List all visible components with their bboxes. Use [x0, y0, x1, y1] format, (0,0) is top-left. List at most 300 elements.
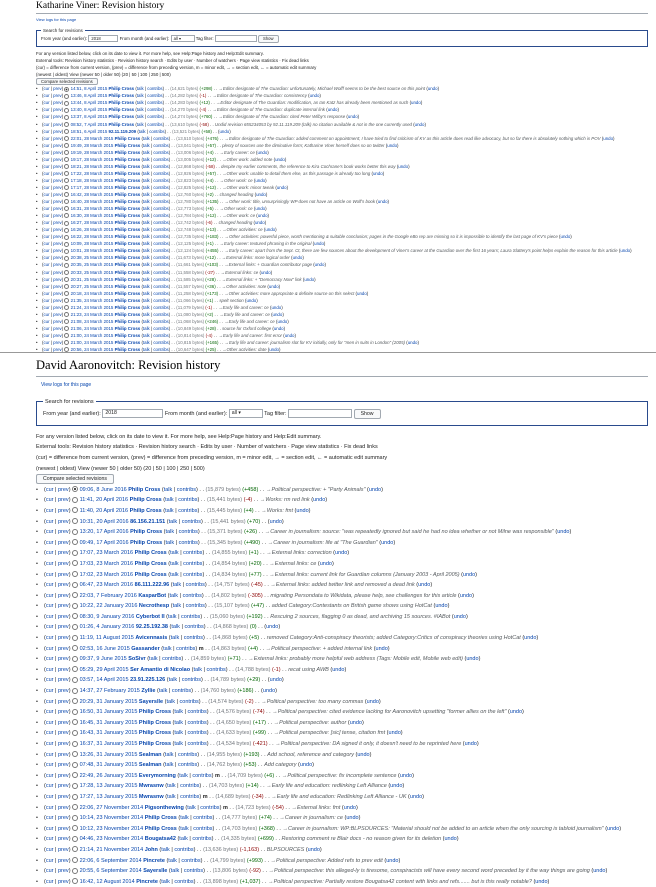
revision-date-link[interactable]: 16:30, 28 March 2015	[70, 213, 114, 219]
user-talk-link[interactable]: talk	[193, 666, 203, 673]
revision-date-link[interactable]: 19:49, 28 March 2015	[70, 142, 114, 148]
prev-diff-link[interactable]: prev	[53, 199, 62, 205]
undo-link[interactable]: undo	[272, 311, 283, 317]
undo-link[interactable]: undo	[409, 793, 423, 800]
user-contribs-link[interactable]: contribs	[178, 507, 198, 514]
prev-diff-link[interactable]: prev	[53, 325, 62, 331]
undo-link[interactable]: undo	[375, 645, 388, 652]
prev-diff-link[interactable]: prev	[53, 128, 62, 134]
user-talk-link[interactable]: talk	[142, 149, 150, 155]
user-talk-link[interactable]: talk	[142, 163, 150, 169]
revision-date-link[interactable]: 16:45, 31 January 2015	[79, 719, 138, 726]
prev-diff-link[interactable]: prev	[53, 297, 62, 303]
undo-link[interactable]: undo	[466, 656, 479, 663]
user-talk-link[interactable]: talk	[136, 114, 144, 120]
cur-diff-link[interactable]: cur	[45, 507, 54, 514]
revision-date-link[interactable]: 13:40, 8 April 2015	[70, 107, 108, 113]
revision-date-link[interactable]: 16:37, 31 January 2015	[79, 741, 138, 747]
tag-filter-input[interactable]	[288, 409, 352, 418]
old-radio[interactable]	[64, 199, 69, 204]
revision-date-link[interactable]: 10:12, 23 November 2014	[79, 825, 144, 832]
undo-link[interactable]: undo	[387, 142, 398, 148]
prev-diff-link[interactable]: prev	[57, 868, 69, 875]
user-talk-link[interactable]: talk	[165, 497, 174, 504]
undo-link[interactable]: undo	[269, 677, 282, 684]
user-talk-link[interactable]: talk	[142, 227, 150, 233]
user-contribs-link[interactable]: contribs	[178, 497, 198, 504]
user-talk-link[interactable]: talk	[136, 100, 144, 106]
revision-date-link[interactable]: 21:00, 24 March 2015	[70, 339, 114, 345]
prev-diff-link[interactable]: prev	[57, 539, 69, 546]
user-contribs-link[interactable]: contribs	[153, 177, 169, 183]
prev-diff-link[interactable]: prev	[57, 603, 69, 610]
undo-link[interactable]: undo	[388, 730, 401, 737]
undo-link[interactable]: undo	[277, 318, 288, 324]
user-talk-link[interactable]: talk	[142, 262, 150, 268]
revision-date-link[interactable]: 16:50, 31 January 2015	[79, 709, 138, 716]
user-talk-link[interactable]: talk	[136, 121, 144, 127]
cur-diff-link[interactable]: cur	[45, 486, 54, 493]
user-contribs-link[interactable]: contribs	[185, 582, 205, 589]
old-radio[interactable]	[72, 613, 78, 619]
revision-date-link[interactable]: 17:22, 28 March 2015	[70, 170, 114, 176]
prev-diff-link[interactable]: prev	[53, 135, 62, 141]
revision-user-link[interactable]: Philip Cross	[130, 529, 163, 536]
prev-diff-link[interactable]: prev	[57, 783, 69, 790]
revision-date-link[interactable]: 13:44, 8 April 2015	[70, 100, 108, 106]
old-radio[interactable]	[72, 582, 78, 588]
user-contribs-link[interactable]: contribs	[153, 304, 169, 310]
old-radio[interactable]	[64, 235, 69, 240]
prev-diff-link[interactable]: prev	[53, 121, 62, 127]
cur-diff-link[interactable]: cur	[43, 332, 50, 338]
revision-user-link[interactable]: Ser Amantio di Nicolao	[130, 666, 191, 673]
user-talk-link[interactable]: talk	[179, 836, 188, 843]
old-radio[interactable]	[64, 284, 69, 289]
prev-diff-link[interactable]: prev	[53, 241, 62, 247]
prev-diff-link[interactable]: prev	[53, 156, 62, 162]
user-contribs-link[interactable]: contribs	[192, 836, 212, 843]
revision-user-link[interactable]: Philip Cross	[114, 184, 141, 190]
old-radio[interactable]	[64, 192, 69, 197]
revision-date-link[interactable]: 16:42, 12 August 2014	[79, 878, 135, 885]
revision-user-link[interactable]: Philip Cross	[114, 347, 141, 353]
prev-diff-link[interactable]: prev	[57, 815, 69, 822]
revision-user-link[interactable]: Philip Cross	[114, 325, 141, 331]
revision-user-link[interactable]: 92.11.119.209	[108, 128, 137, 134]
undo-link[interactable]: undo	[390, 783, 403, 790]
prev-diff-link[interactable]: prev	[57, 762, 69, 769]
revision-user-link[interactable]: Pigsonthewing	[144, 804, 184, 811]
revision-user-link[interactable]: Philip Cross	[114, 142, 141, 148]
old-radio[interactable]	[64, 270, 69, 275]
old-radio[interactable]	[64, 333, 69, 338]
user-contribs-link[interactable]: contribs	[153, 135, 169, 141]
cur-diff-link[interactable]: cur	[43, 276, 50, 282]
prev-diff-link[interactable]: prev	[57, 507, 69, 514]
revision-date-link[interactable]: 17:17, 28 March 2015	[70, 184, 114, 190]
revision-date-link[interactable]: 17:27, 13 January 2015	[79, 793, 138, 800]
revision-date-link[interactable]: 20:33, 25 March 2015	[70, 269, 114, 275]
user-talk-link[interactable]: talk	[167, 783, 176, 790]
undo-link[interactable]: undo	[357, 751, 370, 758]
old-radio[interactable]	[64, 136, 69, 141]
undo-link[interactable]: undo	[427, 86, 438, 92]
revision-user-link[interactable]: Philip Cross	[108, 100, 135, 106]
user-talk-link[interactable]: talk	[142, 213, 150, 219]
revision-user-link[interactable]: KasparBot	[138, 592, 167, 599]
user-talk-link[interactable]: talk	[142, 220, 150, 226]
revision-date-link[interactable]: 22:49, 26 January 2015	[79, 772, 138, 779]
revision-date-link[interactable]: 20:27, 25 March 2015	[70, 283, 114, 289]
cur-diff-link[interactable]: cur	[43, 163, 50, 169]
user-contribs-link[interactable]: contribs	[153, 227, 169, 233]
undo-link[interactable]: undo	[381, 539, 394, 546]
revision-date-link[interactable]: 20:31, 25 March 2015	[70, 276, 114, 282]
prev-diff-link[interactable]: prev	[57, 751, 69, 758]
undo-link[interactable]: undo	[255, 177, 266, 183]
revision-date-link[interactable]: 06:47, 23 March 2016	[79, 582, 134, 589]
revision-date-link[interactable]: 14:51, 8 April 2015	[70, 86, 108, 92]
prev-diff-link[interactable]: prev	[57, 857, 69, 864]
undo-link[interactable]: undo	[219, 128, 230, 134]
revision-date-link[interactable]: 16:40, 28 March 2015	[70, 199, 114, 205]
old-radio[interactable]	[64, 298, 69, 303]
revision-user-link[interactable]: Philip Cross	[114, 248, 141, 254]
revision-date-link[interactable]: 20:38, 25 March 2015	[70, 255, 114, 261]
user-talk-link[interactable]: talk	[142, 276, 150, 282]
undo-link[interactable]: undo	[435, 603, 448, 610]
user-contribs-link[interactable]: contribs	[153, 276, 169, 282]
prev-diff-link[interactable]: prev	[57, 624, 69, 631]
user-talk-link[interactable]: talk	[142, 339, 150, 345]
cur-diff-link[interactable]: cur	[45, 857, 54, 864]
revision-user-link[interactable]: Philip Cross	[114, 332, 141, 338]
cur-diff-link[interactable]: cur	[43, 213, 50, 219]
prev-diff-link[interactable]: prev	[53, 114, 62, 120]
old-radio[interactable]	[72, 539, 78, 545]
user-contribs-link[interactable]: contribs	[179, 698, 199, 705]
revision-date-link[interactable]: 17:02, 23 March 2016	[79, 571, 134, 578]
revision-date-link[interactable]: 21:24, 24 March 2015	[70, 304, 114, 310]
cur-diff-link[interactable]: cur	[43, 135, 50, 141]
undo-link[interactable]: undo	[269, 347, 279, 353]
user-talk-link[interactable]: talk	[171, 624, 180, 631]
undo-link[interactable]: undo	[377, 199, 388, 205]
revision-user-link[interactable]: Philip Cross	[114, 269, 141, 275]
view-logs-link[interactable]: View logs for this page	[36, 17, 77, 22]
user-talk-link[interactable]: talk	[174, 719, 183, 726]
user-contribs-link[interactable]: contribs	[153, 199, 169, 205]
revision-date-link[interactable]: 08:30, 9 January 2016	[79, 613, 135, 620]
cur-diff-link[interactable]: cur	[43, 311, 50, 317]
old-radio[interactable]	[64, 249, 69, 254]
cur-diff-link[interactable]: cur	[45, 846, 54, 853]
revision-user-link[interactable]: Philip Cross	[114, 199, 141, 205]
prev-diff-link[interactable]: prev	[57, 846, 69, 853]
revision-date-link[interactable]: 17:18, 28 March 2015	[70, 177, 114, 183]
revision-user-link[interactable]: Philip Cross	[114, 318, 141, 324]
undo-link[interactable]: undo	[414, 121, 425, 127]
cur-diff-link[interactable]: cur	[43, 199, 50, 205]
old-radio[interactable]	[72, 645, 78, 651]
prev-diff-link[interactable]: prev	[57, 582, 69, 589]
undo-link[interactable]: undo	[347, 114, 358, 120]
user-contribs-link[interactable]: contribs	[180, 793, 200, 800]
user-contribs-link[interactable]: contribs	[153, 142, 169, 148]
undo-link[interactable]: undo	[459, 592, 473, 599]
cur-diff-link[interactable]: cur	[43, 248, 50, 254]
user-contribs-link[interactable]: contribs	[183, 571, 203, 578]
cur-diff-link[interactable]: cur	[45, 751, 54, 758]
revision-date-link[interactable]: 16:22, 28 March 2015	[70, 234, 114, 240]
old-radio[interactable]	[72, 497, 78, 503]
cur-diff-link[interactable]: cur	[45, 698, 54, 705]
revision-user-link[interactable]: Philip Cross	[129, 507, 162, 514]
old-radio[interactable]	[72, 624, 78, 630]
prev-diff-link[interactable]: prev	[53, 283, 62, 289]
undo-link[interactable]: undo	[603, 135, 614, 141]
user-contribs-link[interactable]: contribs	[153, 234, 169, 240]
cur-diff-link[interactable]: cur	[45, 635, 54, 642]
user-talk-link[interactable]: talk	[170, 571, 179, 578]
user-contribs-link[interactable]: contribs	[153, 206, 169, 212]
revision-user-link[interactable]: Philip Cross	[134, 550, 167, 557]
revision-user-link[interactable]: 92.25.192.38	[135, 624, 168, 631]
prev-diff-link[interactable]: prev	[53, 93, 62, 99]
prev-diff-link[interactable]: prev	[53, 347, 62, 353]
user-talk-link[interactable]: talk	[179, 772, 188, 779]
revision-user-link[interactable]: Philip Cross	[114, 262, 141, 268]
cur-diff-link[interactable]: cur	[45, 719, 54, 726]
cur-diff-link[interactable]: cur	[43, 184, 50, 190]
undo-link[interactable]: undo	[296, 507, 309, 514]
old-radio[interactable]	[72, 571, 78, 577]
cur-diff-link[interactable]: cur	[45, 613, 54, 620]
user-contribs-link[interactable]: contribs	[153, 339, 169, 345]
revision-user-link[interactable]: Sayerslle	[143, 868, 168, 875]
revision-date-link[interactable]: 21:14, 21 November 2014	[79, 846, 144, 853]
cur-diff-link[interactable]: cur	[45, 825, 54, 832]
cur-diff-link[interactable]: cur	[43, 304, 50, 310]
revision-date-link[interactable]: 20:35, 25 March 2015	[70, 262, 114, 268]
cur-diff-link[interactable]: cur	[45, 666, 54, 673]
prev-diff-link[interactable]: prev	[53, 170, 62, 176]
revision-user-link[interactable]: Philip Cross	[134, 560, 167, 567]
old-radio[interactable]	[72, 741, 78, 747]
user-talk-link[interactable]: talk	[172, 582, 182, 589]
revision-date-link[interactable]: 21:23, 24 March 2015	[70, 311, 114, 317]
prev-diff-link[interactable]: prev	[57, 730, 69, 737]
cur-diff-link[interactable]: cur	[45, 868, 54, 875]
user-contribs-link[interactable]: contribs	[153, 283, 169, 289]
user-talk-link[interactable]: talk	[142, 318, 150, 324]
revision-user-link[interactable]: Philip Cross	[114, 163, 141, 169]
user-contribs-link[interactable]: contribs	[187, 741, 207, 747]
prev-diff-link[interactable]: prev	[53, 339, 62, 345]
user-contribs-link[interactable]: contribs	[147, 107, 163, 113]
revision-user-link[interactable]: Philip Cross	[138, 709, 172, 716]
cur-diff-link[interactable]: cur	[43, 177, 50, 183]
old-radio[interactable]	[64, 178, 69, 183]
undo-link[interactable]: undo	[535, 878, 548, 885]
undo-link[interactable]: undo	[266, 624, 279, 631]
undo-link[interactable]: undo	[444, 836, 457, 843]
cur-diff-link[interactable]: cur	[45, 592, 54, 599]
old-radio[interactable]	[72, 846, 78, 852]
revision-date-link[interactable]: 10:31, 20 April 2016	[79, 518, 129, 525]
old-radio[interactable]	[72, 486, 78, 492]
old-radio[interactable]	[72, 815, 78, 821]
undo-link[interactable]: undo	[275, 156, 285, 162]
old-radio[interactable]	[72, 857, 78, 863]
revision-user-link[interactable]: Philip Cross	[114, 234, 141, 240]
user-contribs-link[interactable]: contribs	[153, 220, 169, 226]
revision-user-link[interactable]: Philip Cross	[134, 571, 167, 578]
revision-user-link[interactable]: Philip Cross	[114, 339, 141, 345]
undo-link[interactable]: undo	[269, 518, 282, 525]
revision-user-link[interactable]: Philip Cross	[129, 497, 162, 504]
revision-user-link[interactable]: Sayerslle	[138, 698, 164, 705]
undo-link[interactable]: undo	[335, 550, 348, 557]
revision-date-link[interactable]: 01:26, 4 January 2016	[79, 624, 135, 631]
revision-user-link[interactable]: Philip Cross	[108, 107, 135, 113]
user-contribs-link[interactable]: contribs	[171, 688, 192, 695]
user-contribs-link[interactable]: contribs	[153, 241, 169, 247]
revision-user-link[interactable]: Philip Cross	[114, 177, 141, 183]
old-radio[interactable]	[72, 688, 78, 694]
undo-link[interactable]: undo	[314, 241, 324, 247]
prev-diff-link[interactable]: prev	[57, 486, 69, 493]
undo-link[interactable]: undo	[309, 93, 320, 99]
user-contribs-link[interactable]: contribs	[153, 170, 169, 176]
cur-diff-link[interactable]: cur	[43, 93, 50, 99]
revision-date-link[interactable]: 11:19, 11 August 2015	[79, 635, 134, 642]
revision-date-link[interactable]: 21:06, 24 March 2015	[70, 325, 114, 331]
undo-link[interactable]: undo	[368, 486, 382, 493]
user-talk-link[interactable]: talk	[142, 290, 150, 296]
undo-link[interactable]: undo	[262, 688, 276, 695]
user-talk-link[interactable]: talk	[170, 635, 180, 642]
undo-link[interactable]: undo	[453, 613, 466, 620]
revision-date-link[interactable]: 20:56, 24 March 2015	[70, 347, 114, 353]
user-talk-link[interactable]: talk	[142, 311, 150, 317]
cur-diff-link[interactable]: cur	[45, 730, 54, 737]
cur-diff-link[interactable]: cur	[43, 149, 50, 155]
user-talk-link[interactable]: talk	[142, 177, 150, 183]
old-radio[interactable]	[72, 878, 78, 884]
cur-diff-link[interactable]: cur	[45, 793, 54, 800]
revision-date-link[interactable]: 20:55, 6 September 2014	[79, 868, 142, 875]
cur-diff-link[interactable]: cur	[45, 762, 54, 769]
undo-link[interactable]: undo	[557, 529, 570, 536]
user-contribs-link[interactable]: contribs	[181, 857, 201, 864]
user-talk-link[interactable]: talk	[142, 135, 150, 141]
prev-diff-link[interactable]: prev	[53, 248, 62, 254]
cur-diff-link[interactable]: cur	[45, 677, 54, 684]
revision-user-link[interactable]: Philip Cross	[114, 283, 141, 289]
user-talk-link[interactable]: talk	[187, 804, 196, 811]
cur-diff-link[interactable]: cur	[45, 709, 54, 716]
prev-diff-link[interactable]: prev	[57, 825, 69, 832]
undo-link[interactable]: undo	[462, 571, 476, 578]
user-talk-link[interactable]: talk	[142, 184, 150, 190]
user-contribs-link[interactable]: contribs	[147, 93, 163, 99]
user-talk-link[interactable]: talk	[170, 550, 179, 557]
user-talk-link[interactable]: talk	[174, 709, 183, 716]
undo-link[interactable]: undo	[620, 248, 631, 254]
revision-user-link[interactable]: Philip Cross	[114, 156, 141, 162]
cur-diff-link[interactable]: cur	[43, 347, 50, 353]
user-contribs-link[interactable]: contribs	[187, 709, 207, 716]
user-talk-link[interactable]: talk	[142, 269, 150, 275]
cur-diff-link[interactable]: cur	[45, 518, 54, 525]
prev-diff-link[interactable]: prev	[57, 677, 69, 684]
user-talk-link[interactable]: talk	[168, 518, 178, 525]
revision-date-link[interactable]: 17:07, 23 March 2016	[79, 550, 134, 557]
prev-diff-link[interactable]: prev	[57, 698, 69, 705]
user-talk-link[interactable]: talk	[174, 741, 183, 747]
undo-link[interactable]: undo	[366, 698, 379, 705]
revision-date-link[interactable]: 13:20, 17 April 2016	[79, 529, 129, 536]
undo-link[interactable]: undo	[254, 220, 265, 226]
cur-diff-link[interactable]: cur	[43, 142, 50, 148]
revision-user-link[interactable]: Pincrete	[136, 878, 158, 885]
user-contribs-link[interactable]: contribs	[183, 560, 203, 567]
cur-diff-link[interactable]: cur	[43, 86, 50, 92]
prev-diff-link[interactable]: prev	[53, 213, 62, 219]
user-contribs-link[interactable]: contribs	[200, 804, 220, 811]
cur-diff-link[interactable]: cur	[45, 836, 54, 843]
old-radio[interactable]	[72, 730, 78, 736]
user-contribs-link[interactable]: contribs	[153, 311, 169, 317]
revision-date-link[interactable]: 13:26, 31 January 2015	[79, 751, 138, 758]
revision-user-link[interactable]: Philip Cross	[114, 297, 141, 303]
revision-date-link[interactable]: 10:09, 28 March 2015	[70, 241, 114, 247]
revision-user-link[interactable]: Philip Cross	[108, 86, 135, 92]
prev-diff-link[interactable]: prev	[57, 550, 69, 557]
old-radio[interactable]	[72, 656, 78, 662]
user-contribs-link[interactable]: contribs	[153, 156, 169, 162]
cur-diff-link[interactable]: cur	[45, 560, 54, 567]
user-contribs-link[interactable]: contribs	[153, 332, 169, 338]
cur-diff-link[interactable]: cur	[43, 325, 50, 331]
undo-link[interactable]: undo	[256, 191, 266, 197]
revision-date-link[interactable]: 16:42, 28 March 2015	[70, 191, 114, 197]
prev-diff-link[interactable]: prev	[57, 645, 69, 652]
user-talk-link[interactable]: talk	[138, 128, 146, 134]
prev-diff-link[interactable]: prev	[53, 255, 62, 261]
cur-diff-link[interactable]: cur	[43, 114, 50, 120]
revision-user-link[interactable]: Avicennasis	[135, 635, 168, 642]
prev-diff-link[interactable]: prev	[57, 878, 69, 885]
undo-link[interactable]: undo	[593, 868, 606, 875]
revision-date-link[interactable]: 19:19, 28 March 2015	[70, 149, 114, 155]
user-talk-link[interactable]: talk	[142, 304, 150, 310]
prev-diff-link[interactable]: prev	[53, 100, 62, 106]
revision-date-link[interactable]: 09:06, 8 June 2016	[79, 486, 127, 493]
view-logs-link[interactable]: View logs for this page	[41, 382, 92, 388]
revision-date-link[interactable]: 11:41, 20 April 2016	[79, 497, 129, 504]
user-contribs-link[interactable]: contribs	[153, 325, 169, 331]
old-radio[interactable]	[72, 825, 78, 831]
revision-user-link[interactable]: Philip Cross	[128, 486, 161, 493]
user-contribs-link[interactable]: contribs	[182, 592, 202, 599]
old-radio[interactable]	[64, 129, 69, 134]
user-talk-link[interactable]: talk	[165, 539, 175, 546]
undo-link[interactable]: undo	[418, 582, 431, 589]
cur-diff-link[interactable]: cur	[43, 297, 50, 303]
